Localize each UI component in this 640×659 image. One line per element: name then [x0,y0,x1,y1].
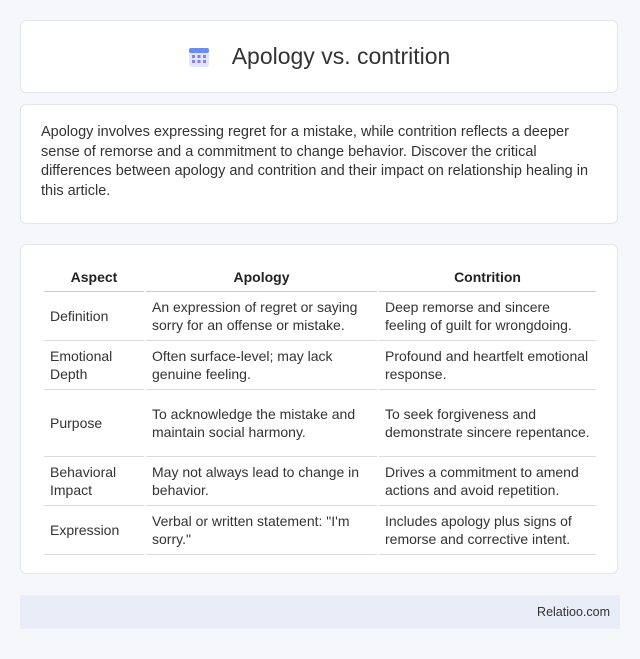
calendar-icon [188,46,210,68]
cell-aspect: Purpose [44,390,144,457]
cell-aspect: Emotional Depth [44,341,144,390]
table-row [44,292,596,341]
table-header-row [44,263,596,292]
intro-card [20,104,618,224]
cell-contrition: Profound and heartfelt emotional response. [379,341,596,390]
cell-apology: Often surface-level; may lack genuine feeling. [146,341,377,390]
header-aspect: Aspect [44,263,144,292]
intro-text: Apology involves expressing regret for a mistake, while contrition reflects a deeper sense of remorse and a commitment to change behavior. Discover the critical differences between apology and contrition and their impact on relationship healing in this article. [41,124,589,199]
cell-aspect: Definition [44,292,144,341]
cell-contrition: Includes apology plus signs of remorse and corrective intent. [379,506,596,555]
header-contrition: Contrition [379,263,596,292]
cell-aspect: Behavioral Impact [44,457,144,506]
cell-apology: To acknowledge the mistake and maintain social harmony. [146,390,377,457]
cell-contrition: To seek forgiveness and demonstrate sincere repentance. [379,390,596,457]
cell-aspect: Expression [44,506,144,555]
cell-contrition: Deep remorse and sincere feeling of guilt for wrongdoing. [379,292,596,341]
comparison-card [20,244,618,574]
table-row [44,457,596,506]
cell-apology: Verbal or written statement: "I'm sorry." [146,506,377,555]
header-apology: Apology [146,263,377,292]
footer-brand: Relatioo.com [537,605,610,619]
footer [20,595,620,629]
table-row [44,506,596,555]
cell-contrition: Drives a commitment to amend actions and avoid repetition. [379,457,596,506]
table-row [44,341,596,390]
title-card [20,20,618,93]
cell-apology: An expression of regret or saying sorry for an offense or mistake. [146,292,377,341]
cell-apology: May not always lead to change in behavior. [146,457,377,506]
comparison-table [42,263,598,555]
page-title: Apology vs. contrition [231,43,451,69]
table-row [44,390,596,457]
